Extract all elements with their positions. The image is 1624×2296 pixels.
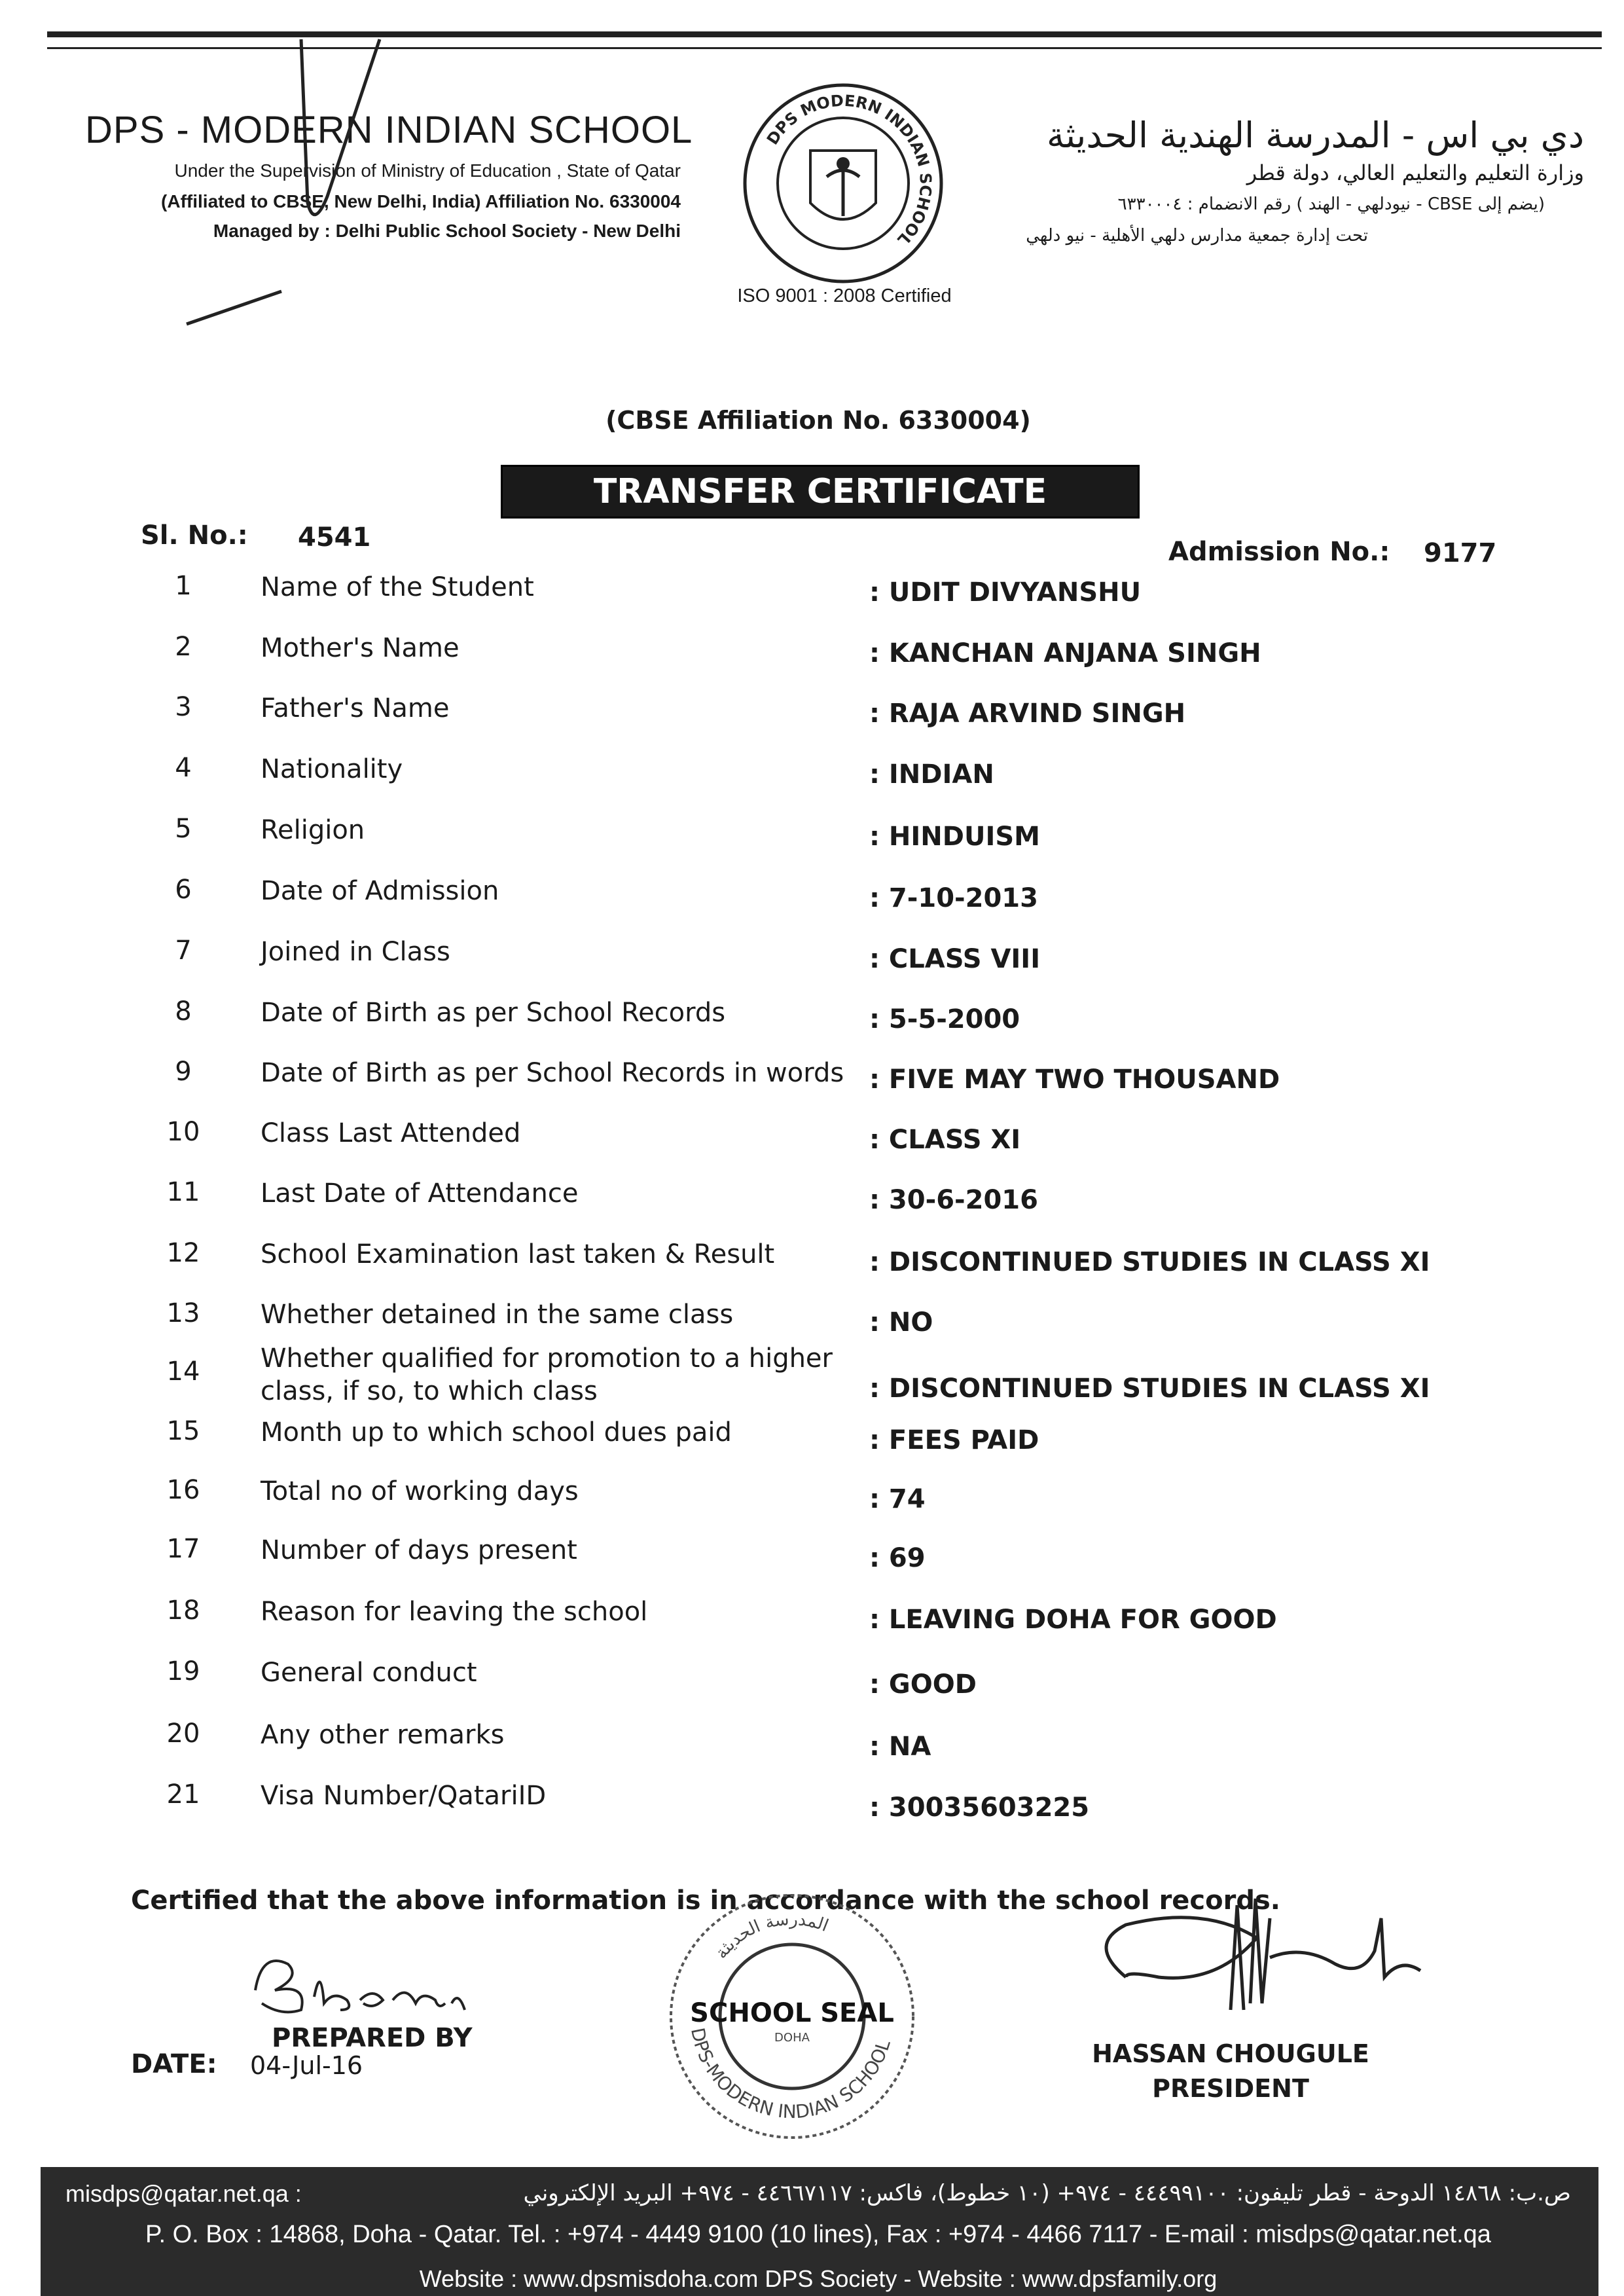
date-value: 04-Jul-16	[250, 2051, 363, 2080]
affiliation-line: (Affiliated to CBSE, New Delhi, India) Affiliation No. 6330004	[161, 191, 681, 211]
top-border-thin	[47, 47, 1602, 49]
row-label: Religion	[261, 815, 365, 845]
school-name: DPS - MODERN INDIAN SCHOOL	[85, 109, 693, 151]
row-label: Visa Number/QatariID	[261, 1781, 547, 1811]
row-value: : DISCONTINUED STUDIES IN CLASS XI	[869, 1247, 1430, 1277]
row-number: 21	[166, 1779, 200, 1810]
row-label: Date of Birth as per School Records	[261, 998, 726, 1028]
row-value: : UDIT DIVYANSHU	[869, 577, 1142, 608]
row-label: Date of Birth as per School Records in words	[261, 1058, 844, 1088]
row-value: : NO	[869, 1307, 933, 1338]
row-number: 14	[166, 1357, 200, 1387]
prepared-by-label: PREPARED BY	[272, 2023, 473, 2053]
certificate-title: TRANSFER CERTIFICATE	[593, 472, 1047, 511]
row-value: : 7-10-2013	[869, 883, 1038, 913]
row-number: 5	[175, 814, 192, 844]
row-number: 1	[175, 571, 192, 601]
arabic-managed-line: تحت إدارة جمعية مدارس دلهي الأهلية - نيو دلهي	[1026, 226, 1368, 246]
row-label: Last Date of Attendance	[261, 1178, 579, 1209]
pen-dash-mark	[183, 282, 288, 334]
row-number: 2	[175, 632, 192, 662]
row-number: 4	[175, 753, 192, 783]
row-number: 20	[166, 1719, 200, 1749]
row-value: : DISCONTINUED STUDIES IN CLASS XI	[869, 1374, 1430, 1404]
certificate-banner	[501, 465, 1140, 519]
row-number: 18	[166, 1595, 200, 1626]
row-label: Mother's Name	[261, 633, 460, 663]
supervision-line: Under the Supervision of Ministry of Education , State of Qatar	[174, 160, 681, 181]
logo-ring-text: DPS MODERN INDIAN SCHOOL	[763, 91, 935, 249]
president-name: HASSAN CHOUGULE	[1092, 2039, 1369, 2068]
row-label: Name of the Student	[261, 572, 534, 602]
serial-number-value: 4541	[298, 522, 371, 553]
row-number: 12	[166, 1238, 200, 1268]
row-label: Month up to which school dues paid	[261, 1417, 732, 1448]
date-label: DATE:	[131, 2049, 217, 2079]
cbse-affiliation-title: (CBSE Affiliation No. 6330004)	[605, 406, 1031, 435]
row-number: 11	[166, 1177, 200, 1207]
arabic-school-name: دي بي اس - المدرسة الهندية الحديثة	[1047, 115, 1584, 156]
pen-stroke-mark	[288, 33, 393, 314]
row-value: : 5-5-2000	[869, 1004, 1020, 1034]
footer-arabic-address: ص.ب: ١٤٨٦٨ الدوحة - قطر تليفون: ٤٤٤٩٩١٠٠ - ٩٧٤+ (١٠ خطوط)، فاكس: ٤٤٦٦٧١١٧ - ٩٧٤+ البريد الإلكتروني	[523, 2180, 1571, 2206]
seal-center-text: SCHOOL SEAL	[690, 1998, 894, 2028]
svg-text:المدرسة الحديثة	[712, 1910, 831, 1963]
row-label: Whether detained in the same class	[261, 1300, 734, 1330]
row-value: : FEES PAID	[869, 1425, 1039, 1455]
footer-website: Website : www.dpsmisdoha.com DPS Society - Website : www.dpsfamily.org	[419, 2265, 1218, 2292]
row-number: 15	[166, 1416, 200, 1446]
admission-number-label: Admission No.:	[1168, 537, 1390, 567]
row-number: 10	[166, 1117, 200, 1147]
row-label: Date of Admission	[261, 876, 499, 906]
row-number: 9	[175, 1057, 192, 1087]
admission-number-value: 9177	[1424, 538, 1497, 568]
row-label: General conduct	[261, 1658, 477, 1688]
row-value: : GOOD	[869, 1669, 977, 1700]
row-number: 19	[166, 1656, 200, 1686]
row-value: : 69	[869, 1543, 926, 1573]
footer-email: misdps@qatar.net.qa :	[65, 2180, 302, 2207]
footer-address: P. O. Box : 14868, Doha - Qatar. Tel. : +974 - 4449 9100 (10 lines), Fax : +974 - 4466 7117 - E-mail : misdps@qatar.net.qa	[145, 2221, 1491, 2248]
school-seal-stamp	[661, 1886, 923, 2147]
row-value: : 74	[869, 1484, 926, 1514]
prepared-by-signature	[242, 1938, 504, 2030]
row-value: : INDIAN	[869, 759, 994, 790]
row-value: : RAJA ARVIND SINGH	[869, 699, 1186, 729]
top-border-thick	[47, 31, 1602, 37]
serial-number-label: Sl. No.:	[141, 520, 248, 551]
row-label: Reason for leaving the school	[261, 1597, 648, 1627]
row-number: 17	[166, 1534, 200, 1564]
seal-ring-text: DPS-MODERN INDIAN SCHOOL	[686, 2026, 895, 2123]
certification-statement: Certified that the above information is in accordance with the school records.	[131, 1886, 1280, 1916]
row-label: School Examination last taken & Result	[261, 1239, 775, 1269]
row-label: Any other remarks	[261, 1720, 505, 1750]
row-number: 16	[166, 1475, 200, 1505]
row-number: 6	[175, 875, 192, 905]
footer-line-1	[65, 2180, 1571, 2213]
row-value: : CLASS XI	[869, 1125, 1021, 1155]
iso-certification: ISO 9001 : 2008 Certified	[737, 285, 952, 306]
row-value: : CLASS VIII	[869, 944, 1041, 974]
arabic-ministry-line: وزارة التعليم والتعليم العالي، دولة قطر	[1246, 160, 1584, 185]
row-value: : 30-6-2016	[869, 1185, 1038, 1215]
managed-by-line: Managed by : Delhi Public School Society - New Delhi	[213, 221, 681, 241]
president-signature	[1087, 1879, 1453, 2030]
row-number: 13	[166, 1298, 200, 1328]
row-label: Total no of working days	[261, 1476, 579, 1506]
row-value: : HINDUISM	[869, 822, 1040, 852]
row-label: Class Last Attended	[261, 1118, 521, 1148]
row-number: 8	[175, 996, 192, 1027]
seal-city-text: DOHA	[774, 2031, 810, 2045]
row-label: Number of days present	[261, 1535, 577, 1565]
row-label: Joined in Class	[261, 937, 450, 967]
row-value: : FIVE MAY TWO THOUSAND	[869, 1065, 1280, 1095]
arabic-cbse-line: (يضم إلى CBSE - نيودلهي - الهند ) رقم الانضمام : ٦٣٣٠٠٠٤	[1117, 194, 1545, 214]
row-value: : KANCHAN ANJANA SINGH	[869, 638, 1261, 668]
seal-arabic-text: المدرسة الحديثة	[711, 1909, 831, 1963]
row-label: Whether qualified for promotion to a higher class, if so, to which class	[261, 1343, 833, 1406]
row-value: : 30035603225	[869, 1793, 1090, 1823]
row-number: 3	[175, 692, 192, 722]
row-label: Nationality	[261, 754, 403, 784]
president-title: PRESIDENT	[1152, 2074, 1309, 2103]
row-number: 7	[175, 936, 192, 966]
row-value: : NA	[869, 1732, 931, 1762]
row-label: Father's Name	[261, 693, 450, 723]
school-logo	[738, 79, 948, 288]
row-value: : LEAVING DOHA FOR GOOD	[869, 1605, 1277, 1635]
